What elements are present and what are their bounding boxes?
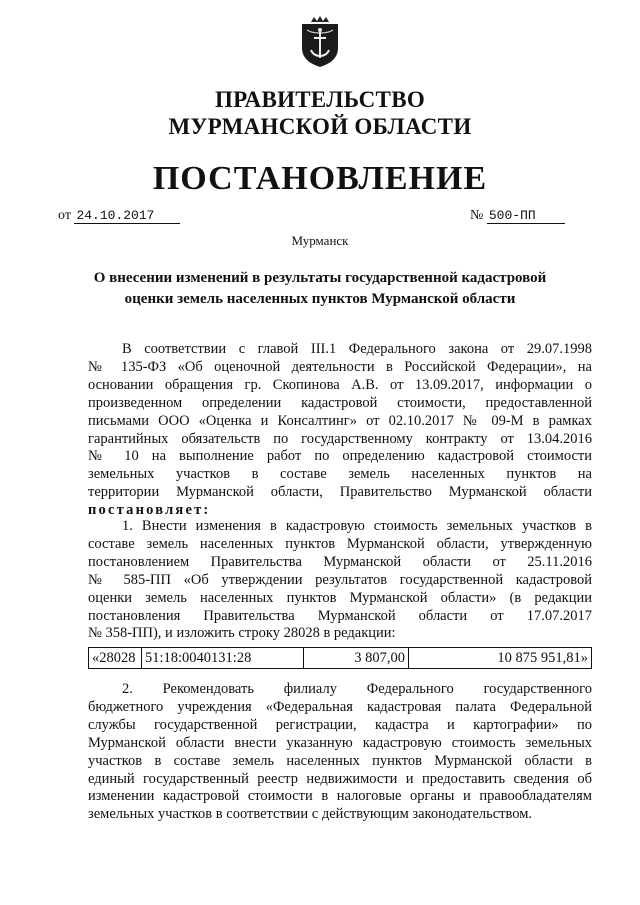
date-prefix: от: [58, 208, 71, 223]
text-line: участков в составе земель населенных пунктов Мурманской области в: [88, 752, 592, 769]
text-line: № 585-ПП «Об утверждении результатов государственной кадастровой: [88, 571, 592, 588]
text-line: гарантийных обязательств по государственному контракту от 13.04.2016: [88, 430, 592, 447]
text-line: составе земель населенных пунктов Мурманской области, утвержденную: [88, 535, 592, 552]
number-prefix: №: [470, 208, 484, 223]
text-line: бюджетного учреждения «Федеральная кадастровая палата Федеральной: [88, 698, 592, 715]
cadastral-table: [88, 647, 592, 669]
text-line: В соответствии с главой III.1 Федерального закона от 29.07.1998: [122, 341, 592, 357]
table-cell-cadastral-number: 51:18:0040131:28: [142, 648, 304, 669]
subject-line: О внесении изменений в результаты государственной кадастровой: [93, 270, 547, 286]
table-row: [89, 648, 592, 669]
coat-of-arms-icon: [299, 14, 341, 68]
item-1-paragraph: [88, 518, 592, 643]
number-block: [470, 208, 565, 224]
subject-line: оценки земель населенных пунктов Мурманской области: [124, 291, 516, 307]
date-block: [58, 208, 180, 224]
text-line: службы государственной регистрации, кадастра и картографии» по: [88, 716, 592, 733]
text-line: постановления Правительства Мурманской области от 17.07.2017: [88, 607, 592, 624]
text-line: оценки земель населенных пунктов Мурманской области» (в редакции: [88, 589, 592, 606]
text-line: территории Мурманской области, Правительство Мурманской области: [88, 484, 592, 501]
decree-word: постановляет:: [88, 502, 211, 519]
table-cell-cadastral-value: 10 875 951,81»: [409, 648, 592, 669]
table-cell-area: 3 807,00: [304, 648, 409, 669]
text-line: земельных участков в соответствии с действующим законодательством.: [88, 806, 533, 823]
government-title-line1: ПРАВИТЕЛЬСТВО: [214, 87, 426, 112]
text-line: письмами ООО «Оценка и Консалтинг» от 02.10.2017 № 09-М в рамках: [88, 412, 592, 429]
text-line: 2. Рекомендовать филиалу Федерального государственного: [122, 681, 592, 697]
government-title-line2: МУРМАНСКОЙ ОБЛАСТИ: [168, 114, 472, 139]
document-number: 500-ПП: [487, 208, 565, 224]
text-line: постановлением Правительства Мурманской области от 25.11.2016: [88, 553, 592, 570]
document-subject: [0, 268, 640, 310]
text-line: единый государственный реестр недвижимости и предоставить сведения об: [88, 770, 592, 787]
text-line: № 135-ФЗ «Об оценочной деятельности в Российской Федерации», на: [88, 358, 592, 375]
text-line: Мурманской области внести указанную кадастровую стоимость земельных: [88, 734, 592, 751]
text-line: изменении кадастровой стоимости в налоговые органы и правообладателям: [88, 788, 592, 805]
text-line: № 10 на выполнение работ по определению кадастровой стоимости: [88, 448, 592, 465]
text-line: № 358-ПП), и изложить строку 28028 в редакции:: [88, 625, 396, 642]
text-line: произведенном определении кадастровой стоимости, предоставленной: [88, 394, 592, 411]
text-line: 1. Внести изменения в кадастровую стоимость земельных участков в: [122, 518, 592, 534]
table-cell-row-number: «28028: [89, 648, 142, 669]
document-type-title: ПОСТАНОВЛЕНИЕ: [152, 160, 488, 197]
document-date: 24.10.2017: [74, 208, 180, 224]
item-2-paragraph: [88, 681, 592, 824]
text-line: основании обращения гр. Скопинова А.В. от 13.09.2017, информации о: [88, 376, 592, 393]
city-name: Мурманск: [291, 233, 349, 248]
preamble-paragraph: [88, 341, 592, 520]
text-line: земельных участков в составе земель населенных пунктов на: [88, 466, 592, 483]
